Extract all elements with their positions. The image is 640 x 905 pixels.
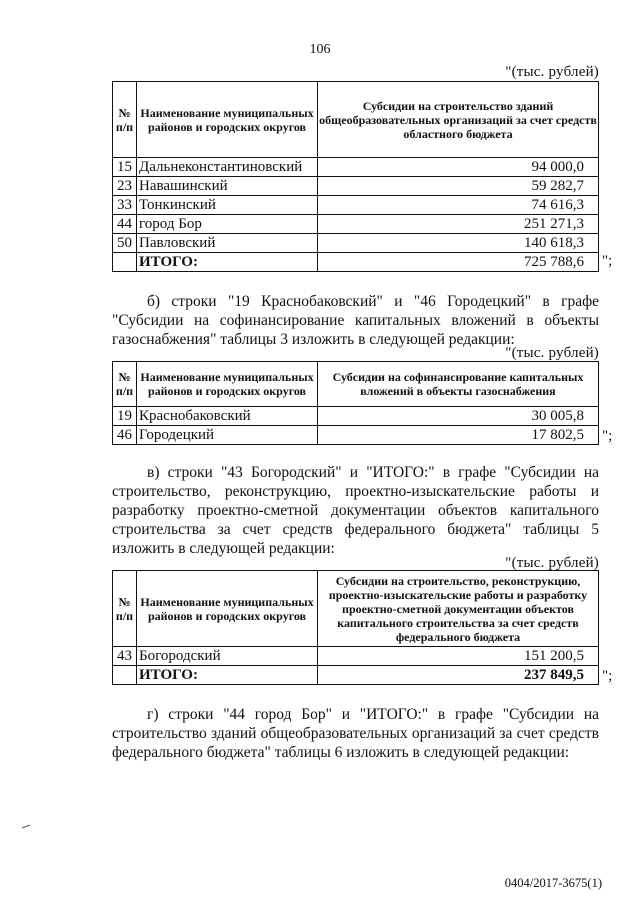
unit-label: "(тыс. рублей) [505, 345, 599, 361]
footer-code: 0404/2017-3675(1) [504, 876, 602, 890]
paragraph-v: в) строки "43 Богородский" и "ИТОГО:" в графе "Субсидии на строительство, реконструкцию, проектно-изыскательские работы и разработку проектно-сметной документации объектов капитального строительства за счет средств федерального бюджета" таблицы 5 изложить в следующей редакции: [112, 464, 599, 557]
total-value: 725 788,6 [318, 253, 599, 272]
total-row [113, 253, 599, 272]
row-number: 43 [113, 647, 137, 666]
row-name: Павловский [137, 234, 318, 253]
quote-close: "; [602, 253, 613, 269]
row-value: 94 000,0 [318, 158, 599, 177]
col-header-number: № п/п [113, 82, 137, 158]
table-row [113, 158, 599, 177]
row-number: 44 [113, 215, 137, 234]
table-1 [112, 81, 599, 272]
col-header-number: № п/п [113, 571, 137, 647]
row-value: 251 271,3 [318, 215, 599, 234]
row-name: Богородский [137, 647, 318, 666]
row-number: 15 [113, 158, 137, 177]
row-name: Городецкий [137, 426, 318, 445]
paragraph-g: г) строки "44 город Бор" и "ИТОГО:" в графе "Субсидии на строительство зданий общеобразовательных организаций за счет средств федерального бюджета" таблицы 6 изложить в следующей редакции: [112, 706, 599, 761]
unit-label: "(тыс. рублей) [505, 64, 599, 80]
row-name: Тонкинский [137, 196, 318, 215]
stray-mark [22, 825, 30, 829]
row-value: 17 802,5 [318, 426, 599, 445]
paragraph-b: б) строки "19 Краснобаковский" и "46 Городецкий" в графе "Субсидии на софинансирование капитальных вложений в объекты газоснабжения" таблицы 3 изложить в следующей редакции: [112, 293, 599, 348]
row-name: Дальнеконстантиновский [137, 158, 318, 177]
row-name: Навашинский [137, 177, 318, 196]
row-value: 74 616,3 [318, 196, 599, 215]
col-header-subsidy: Субсидии на софинансирование капитальных вложений в объекты газоснабжения [318, 362, 599, 407]
col-header-name: Наименование муниципальных районов и городских округов [137, 362, 318, 407]
total-label: ИТОГО: [137, 666, 318, 685]
row-name: Краснобаковский [137, 407, 318, 426]
row-value: 140 618,3 [318, 234, 599, 253]
row-number: 19 [113, 407, 137, 426]
table-row [113, 234, 599, 253]
unit-label: "(тыс. рублей) [505, 555, 599, 571]
col-header-number: № п/п [113, 362, 137, 407]
table-row [113, 407, 599, 426]
row-value: 30 005,8 [318, 407, 599, 426]
quote-close: "; [602, 668, 613, 684]
row-number: 23 [113, 177, 137, 196]
row-value: 151 200,5 [318, 647, 599, 666]
table-row [113, 647, 599, 666]
col-header-name: Наименование муниципальных районов и городских округов [137, 82, 318, 158]
table-row [113, 215, 599, 234]
col-header-name: Наименование муниципальных районов и городских округов [137, 571, 318, 647]
col-header-subsidy: Субсидии на строительство зданий общеобразовательных организаций за счет средств областного бюджета [318, 82, 599, 158]
row-number: 50 [113, 234, 137, 253]
quote-close: "; [602, 428, 613, 444]
table-2 [112, 361, 599, 445]
row-name: город Бор [137, 215, 318, 234]
total-row [113, 666, 599, 685]
total-label: ИТОГО: [137, 253, 318, 272]
row-value: 59 282,7 [318, 177, 599, 196]
col-header-subsidy: Субсидии на строительство, реконструкцию, проектно-изыскательские работы и разработку проектно-сметной документации объектов капитального строительства за счет средств федерального бюджета [318, 571, 599, 647]
row-number: 46 [113, 426, 137, 445]
table-row [113, 177, 599, 196]
row-number: 33 [113, 196, 137, 215]
total-value: 237 849,5 [318, 666, 599, 685]
table-row [113, 196, 599, 215]
table-row [113, 426, 599, 445]
page-number: 106 [309, 42, 331, 57]
table-3 [112, 570, 599, 685]
